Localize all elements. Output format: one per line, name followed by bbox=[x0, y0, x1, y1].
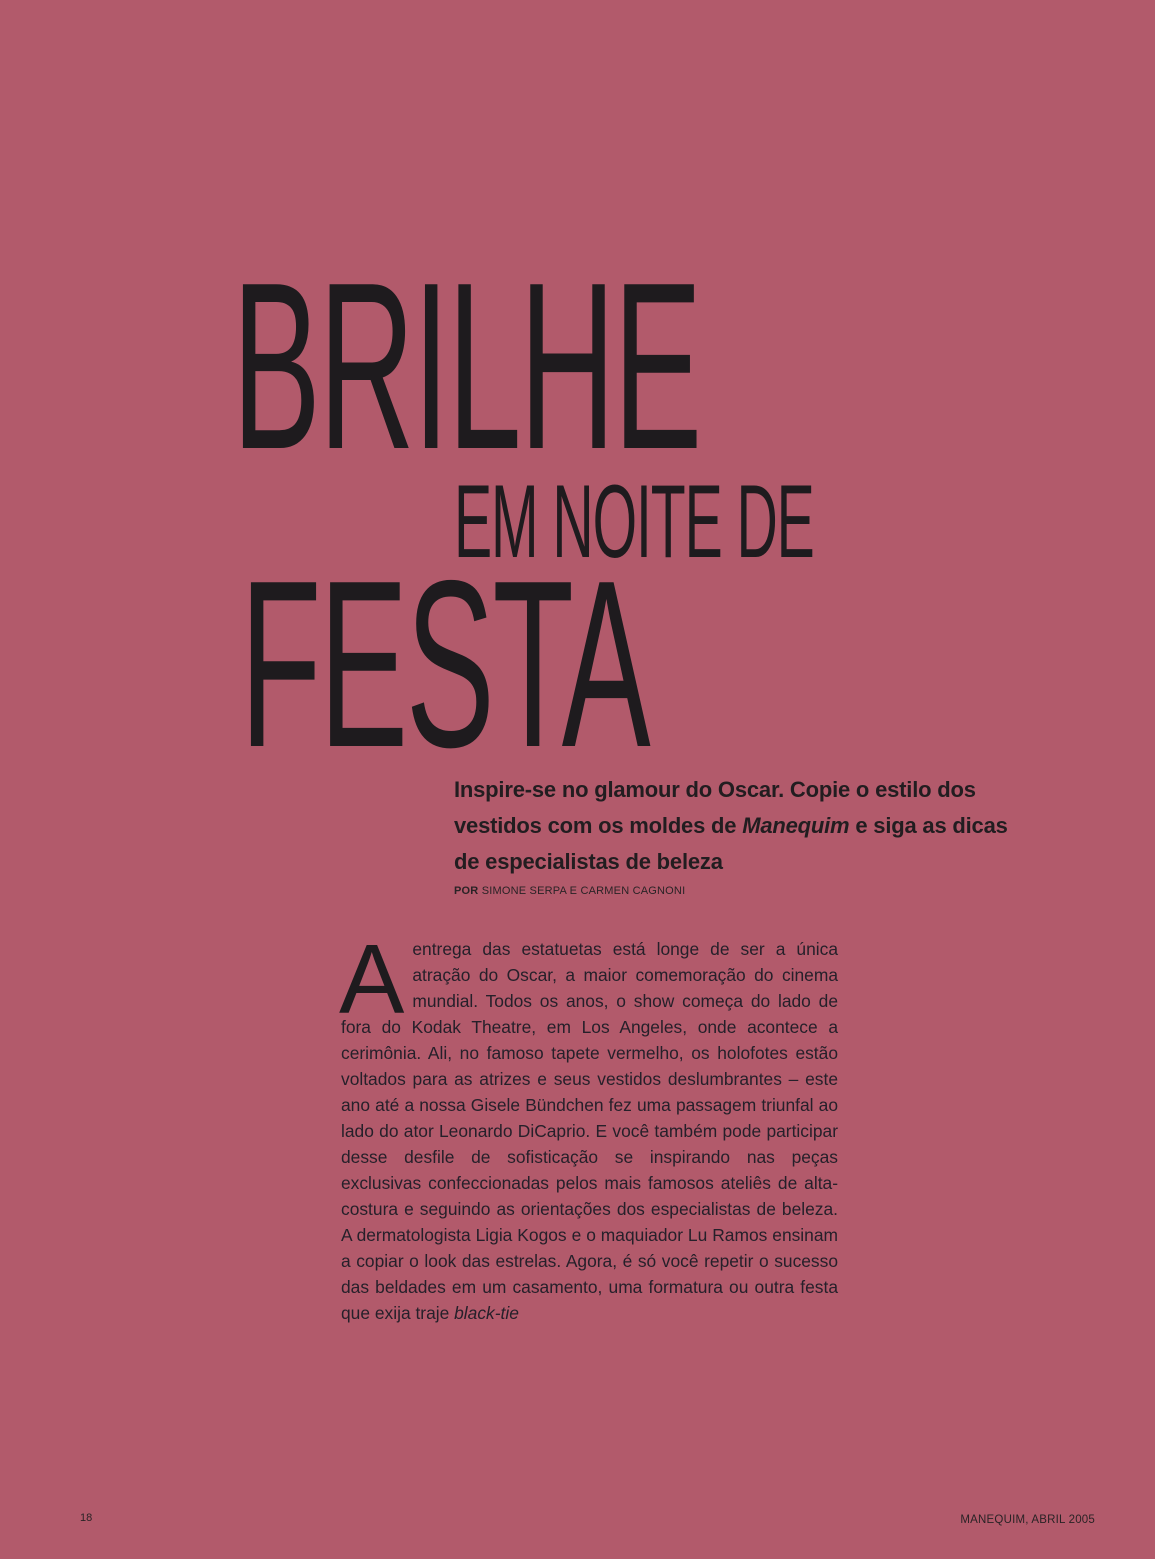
headline-line-2: EM NOITE DE bbox=[454, 464, 814, 580]
deck-magazine-name: Manequim bbox=[742, 813, 850, 838]
article-text: entrega das estatuetas está longe de ser a única atração do Oscar, a maior comemoração do cinema mundial. Todos os anos, o show começa do lado de fora do Kodak Theatre, em Los Angeles, onde acontece a cerimônia. Ali, no famoso tapete vermelho, os holofotes estão voltados para as atrizes e seus vestidos deslumbrantes – este ano até a nossa Gisele Bündchen fez uma passagem triunfal ao lado do ator Leonardo DiCaprio. E você também pode participar desse desfile de sofisticação se inspirando nas peças exclusivas confeccionadas pelos mais famosos ateliês de alta-costura e seguindo as orientações dos especialistas de beleza. A dermatologista Ligia Kogos e o maquiador Lu Ramos ensinam a copiar o look das estrelas. Agora, é só você repetir o sucesso das beldades em um casamento, uma formatura ou outra festa que exija traje bbox=[341, 939, 838, 1323]
page-number: 18 bbox=[80, 1512, 93, 1524]
byline bbox=[454, 885, 685, 897]
headline-line-1: BRILHE bbox=[232, 234, 701, 499]
byline-prefix: POR bbox=[454, 885, 479, 897]
headline-line-3: FESTA bbox=[240, 532, 649, 797]
drop-cap: A bbox=[339, 924, 405, 1034]
deck-part-2: e siga as dicas de especialistas de beleza bbox=[454, 813, 1008, 874]
byline-authors: SIMONE SERPA E CARMEN CAGNONI bbox=[481, 885, 686, 897]
article-text-italic: black-tie bbox=[454, 1303, 519, 1323]
publication-footer: MANEQUIM, ABRIL 2005 bbox=[960, 1514, 1095, 1526]
deck-part-1: Inspire-se no glamour do Oscar. Copie o estilo dos vestidos com os moldes de bbox=[454, 777, 976, 838]
article-body bbox=[339, 924, 838, 1326]
deck-subtitle bbox=[454, 772, 1014, 880]
